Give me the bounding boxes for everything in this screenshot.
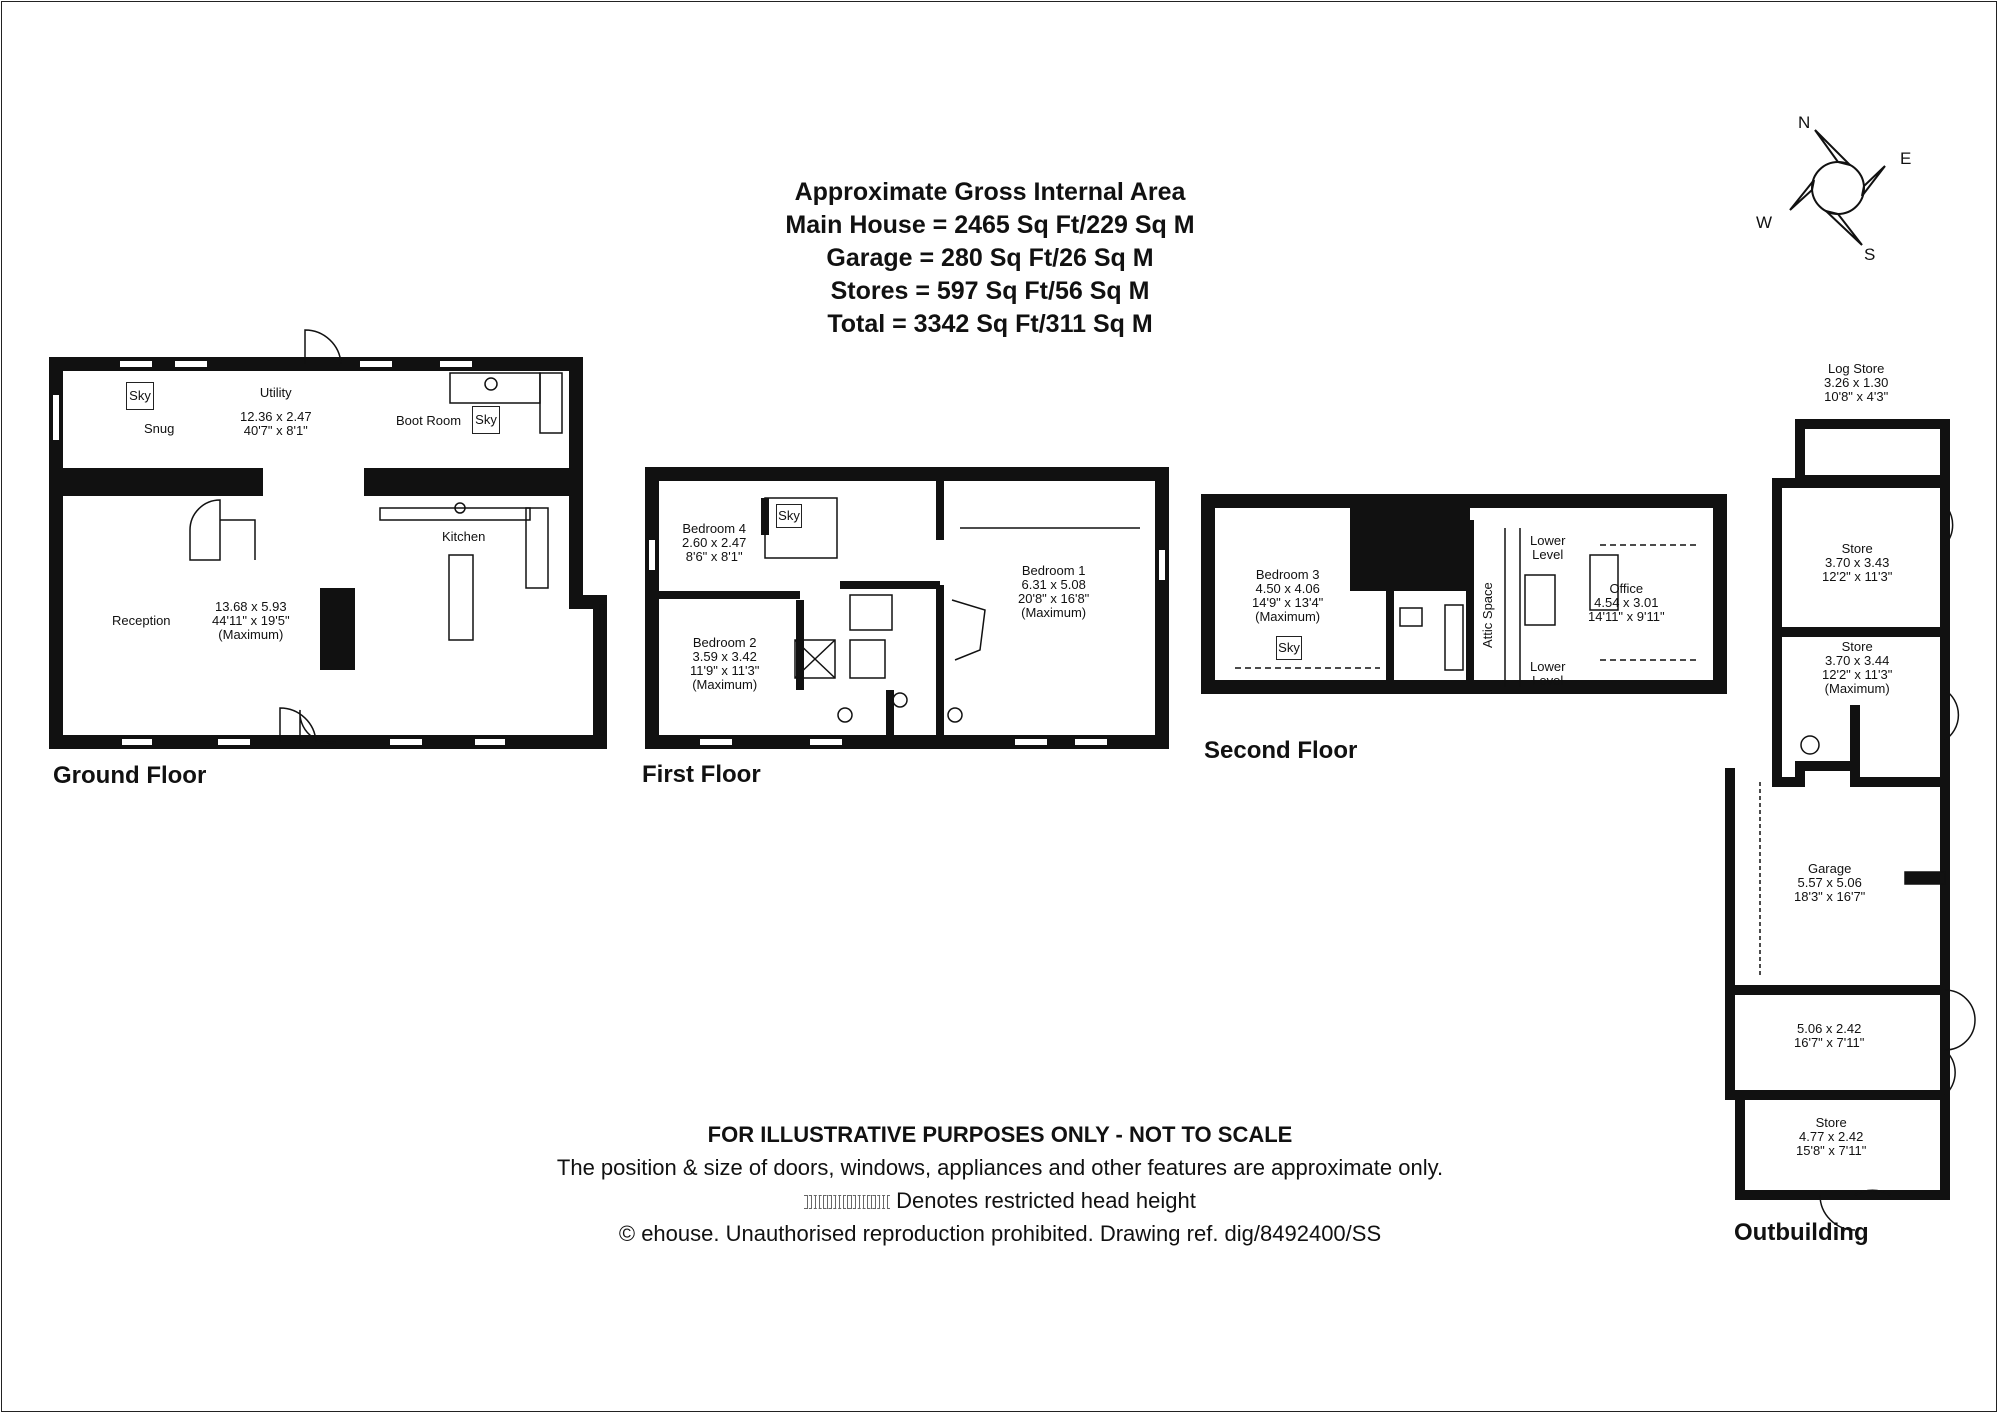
- compass-e: E: [1900, 149, 1912, 168]
- skylight-first-floor: Sky: [776, 504, 802, 528]
- compass-w: W: [1756, 213, 1773, 232]
- room-bedroom-1: Bedroom 1 6.31 x 5.08 20'8" x 16'8" (Maximum): [1018, 563, 1090, 620]
- area-summary: [640, 176, 1340, 341]
- skylight-snug: Sky: [126, 382, 154, 410]
- room-garage-rear: 5.06 x 2.42 16'7" x 7'11": [1794, 1021, 1865, 1050]
- compass-s: S: [1864, 245, 1876, 264]
- room-lower-level-bottom: Lower Level: [1530, 659, 1566, 688]
- room-bedroom-4: Bedroom 4 2.60 x 2.47 8'6" x 8'1": [682, 521, 747, 564]
- room-log-store: Log Store 3.26 x 1.30 10'8" x 4'3": [1824, 361, 1889, 404]
- area-title: Approximate Gross Internal Area: [794, 178, 1186, 206]
- room-bedroom-3: Bedroom 3 4.50 x 4.06 14'9" x 13'4" (Maximum): [1252, 567, 1324, 624]
- room-garage: Garage 5.57 x 5.06 18'3" x 16'7": [1794, 861, 1866, 904]
- footer-disclaimer-title: FOR ILLUSTRATIVE PURPOSES ONLY - NOT TO SCALE: [707, 1122, 1293, 1147]
- room-utility: Utility 12.36 x 2.47 40'7" x 8'1": [240, 385, 312, 438]
- room-store-3: Store 4.77 x 2.42 15'8" x 7'11": [1796, 1115, 1867, 1158]
- area-total: Total = 3342 Sq Ft/311 Sq M: [827, 310, 1153, 338]
- footer-copyright: © ehouse. Unauthorised reproduction prohibited. Drawing ref. dig/8492400/SS: [618, 1221, 1382, 1246]
- footer-notes: [380, 1118, 1620, 1250]
- skylight-boot-room: Sky: [472, 406, 500, 434]
- room-office: Office 4.54 x 3.01 14'11" x 9'11": [1588, 581, 1665, 624]
- room-reception-size: 13.68 x 5.93 44'11" x 19'5" (Maximum): [212, 599, 290, 642]
- floor-title-ground: Ground Floor: [53, 762, 207, 789]
- room-snug: Snug: [144, 421, 175, 436]
- room-kitchen: Kitchen: [442, 529, 486, 544]
- room-store-1: Store 3.70 x 3.43 12'2" x 11'3": [1822, 541, 1893, 584]
- floor-title-outbuilding: Outbuilding: [1734, 1219, 1869, 1246]
- second-floor-block: [1350, 501, 1470, 591]
- floor-title-first: First Floor: [642, 761, 761, 788]
- footer-restricted-head-height: Denotes restricted head height: [380, 1184, 1620, 1217]
- footer-disclaimer-text: The position & size of doors, windows, appliances and other features are approximate only.: [556, 1155, 1444, 1180]
- outbuilding-walls: [1730, 424, 1945, 1195]
- room-attic-space: Attic Space: [1480, 582, 1495, 648]
- compass-n: N: [1798, 113, 1811, 132]
- ground-floor-inner-walls: [56, 468, 576, 670]
- compass-rose: [1790, 130, 1885, 245]
- room-reception: Reception: [112, 613, 171, 628]
- area-garage: Garage = 280 Sq Ft/26 Sq M: [826, 244, 1154, 272]
- area-main-house: Main House = 2465 Sq Ft/229 Sq M: [785, 211, 1195, 239]
- skylight-second-floor: Sky: [1276, 636, 1302, 660]
- restricted-height-key-icon: [804, 1195, 890, 1209]
- room-lower-level-top: Lower Level: [1530, 533, 1566, 562]
- room-bedroom-2: Bedroom 2 3.59 x 3.42 11'9" x 11'3" (Maximum): [690, 635, 760, 692]
- room-boot-room: Boot Room: [396, 413, 462, 428]
- room-store-2: Store 3.70 x 3.44 12'2" x 11'3" (Maximum): [1822, 639, 1893, 696]
- floor-title-second: Second Floor: [1204, 737, 1358, 764]
- ground-floor-walls: [56, 364, 600, 742]
- area-stores: Stores = 597 Sq Ft/56 Sq M: [830, 277, 1150, 305]
